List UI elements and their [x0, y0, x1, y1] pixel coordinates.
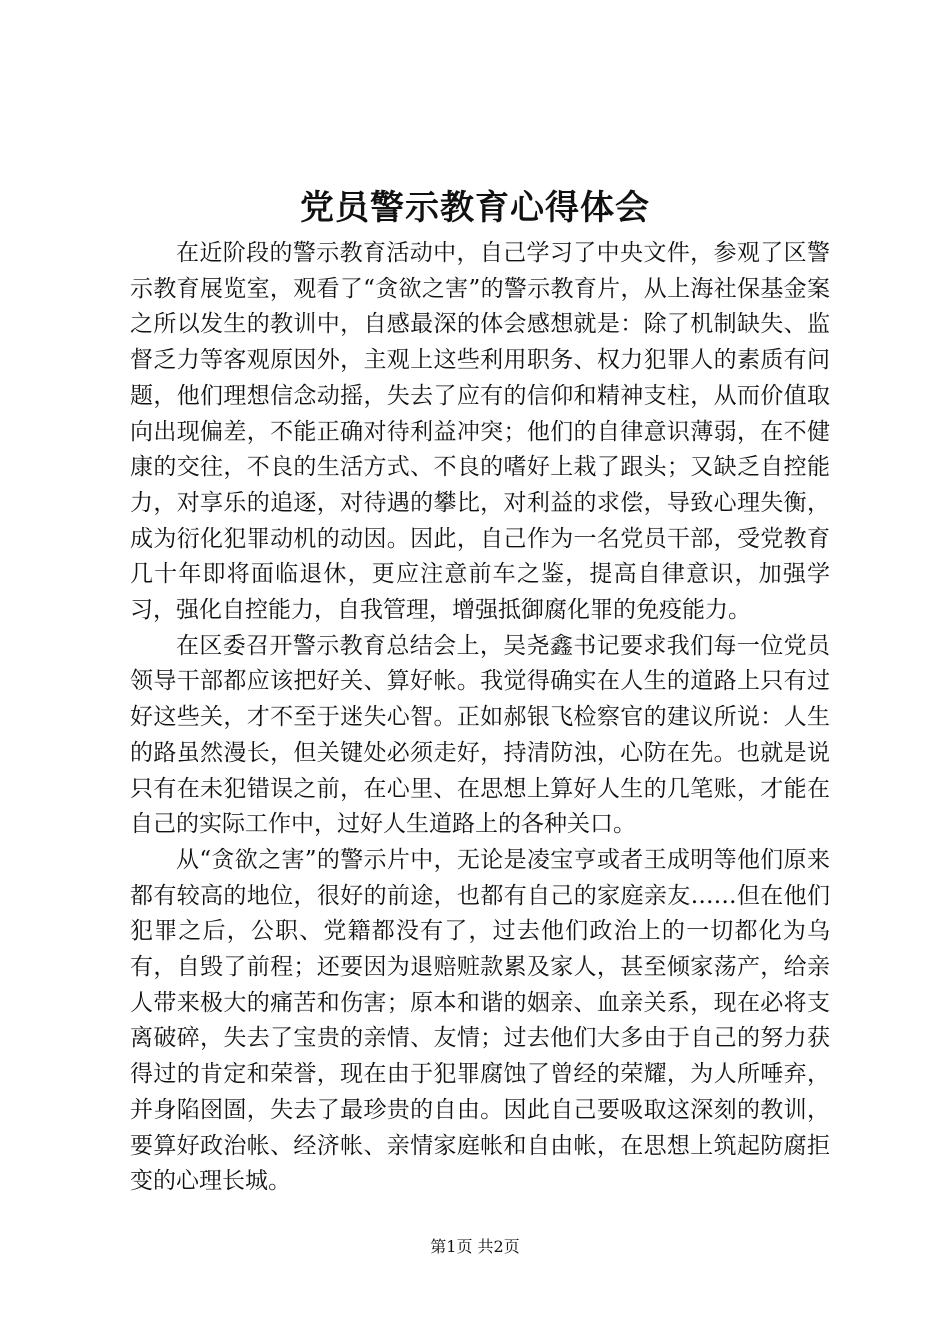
body-paragraph-3: 从“贪欲之害”的警示片中，无论是凌宝亨或者王成明等他们原来都有较高的地位，很好的前途，也都有自己的家庭亲友……但在他们犯罪之后，公职、党籍都没有了，过去他们政治上的一切都化为乌有，自毁了前程；还要因为退赔赃款累及家人，甚至倾家荡产，给亲人带来极大的痛苦和伤害；原本和谐的姻亲、血亲关系，现在必将支离破碎，失去了宝贵的亲情、友情；过去他们大多由于自己的努力获得过的肯定和荣誉，现在由于犯罪腐蚀了曾经的荣耀，为人所唾弃，并身陷囹圄，失去了最珍贵的自由。因此自己要吸取这深刻的教训，要算好政治帐、经济帐、亲情家庭帐和自由帐，在思想上筑起防腐拒变的心理长城。 — [130, 846, 830, 1195]
document-body — [130, 236, 830, 1200]
page-number-footer: 第1页 共2页 — [430, 1237, 520, 1256]
body-paragraph-1: 在近阶段的警示教育活动中，自己学习了中央文件，参观了区警示教育展览室，观看了“贪欲之害”的警示教育片，从上海社保基金案之所以发生的教训中，自感最深的体会感想就是：除了机制缺失、监督乏力等客观原因外，主观上这些利用职务、权力犯罪人的素质有问题，他们理想信念动摇，失去了应有的信仰和精神支柱，从而价值取向出现偏差，不能正确对待利益冲突；他们的自律意识薄弱，在不健康的交往，不良的生活方式、不良的嗜好上栽了跟头；又缺乏自控能力，对享乐的追逐，对待遇的攀比，对利益的求偿，导致心理失衡，成为衍化犯罪动机的动因。因此，自己作为一名党员干部，受党教育几十年即将面临退休，更应注意前车之鉴，提高自律意识，加强学习，强化自控能力，自我管理，增强抵御腐化罪的免疫能力。 — [130, 240, 830, 624]
document-title: 党员警示教育心得体会 — [300, 188, 650, 228]
body-paragraph-2: 在区委召开警示教育总结会上，吴尧鑫书记要求我们每一位党员领导干部都应该把好关、算好帐。我觉得确实在人生的道路上只有过好这些关，才不至于迷失心智。正如郝银飞检察官的建议所说：人生的路虽然漫长，但关键处必须走好，持清防浊，心防在先。也就是说只有在未犯错误之前，在心里、在思想上算好人生的几笔账，才能在自己的实际工作中，过好人生道路上的各种关口。 — [130, 632, 830, 838]
